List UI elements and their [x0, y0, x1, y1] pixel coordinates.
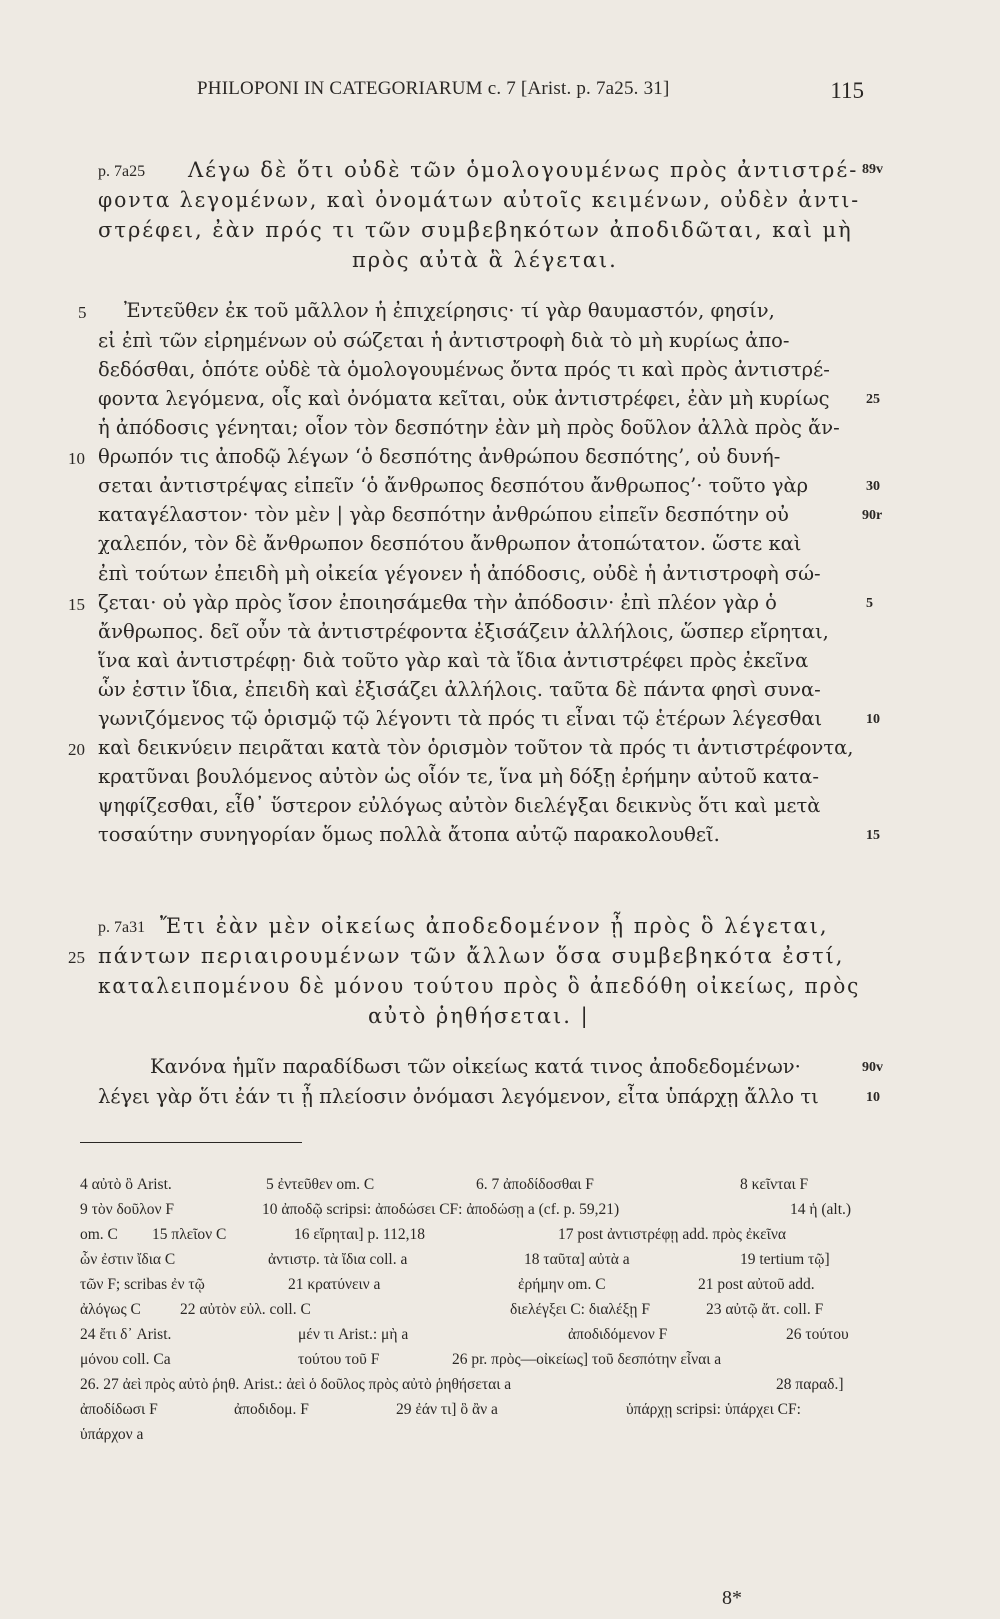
line-number: 10	[68, 449, 85, 468]
footnote-entry: 28 παραδ.]	[776, 1376, 844, 1393]
text-line: γωνιζόμενος τῷ ὁρισμῷ τῷ λέγοντι τὰ πρός τι εἶναι τῷ ἑτέρων λέγεσθαι	[98, 707, 823, 730]
footnote-entry: 6. 7 ἀποδίδοσθαι F	[476, 1176, 594, 1193]
text-line: λέγει γὰρ ὅτι ἐάν τι ᾖ πλείοσιν ὀνόμασι λεγόμενον, εἶτα ὑπάρχῃ ἄλλο τι	[98, 1085, 819, 1108]
text-line: κρατῦναι βουλόμενος αὐτὸν ὡς οἷόν τε, ἵνα μὴ δόξῃ ἐρήμην αὐτοῦ κατα-	[98, 765, 819, 788]
footnote-entry: ὑπάρχον a	[80, 1426, 144, 1443]
text-line: ἵνα καὶ ἀντιστρέφῃ· διὰ τοῦτο γὰρ καὶ τὰ ἴδια ἀντιστρέφει πρὸς ἐκεῖνα	[98, 649, 809, 672]
footnote-entry: ὑπάρχῃ scripsi: ὑπάρχει CF:	[626, 1401, 801, 1418]
line-number: 5	[78, 303, 87, 322]
text-line: Ἐντεῦθεν ἐκ τοῦ μᾶλλον ἡ ἐπιχείρησις· τί γὰρ θαυμαστόν, φησίν,	[124, 299, 775, 322]
footnote-entry: 26. 27 ἀεὶ πρὸς αὐτὸ ῥηθ. Arist.: ἀεὶ ὁ δοῦλος πρὸς αὐτὸ ῥηθήσεται a	[80, 1376, 512, 1393]
footnote-entry: 26 pr. πρὸς—οἰκείως] τοῦ δεσπότην εἶναι a	[452, 1351, 722, 1368]
footnote-entry: ἀποδιδομ. F	[234, 1401, 309, 1418]
footnote-entry: 14 ἡ (alt.)	[790, 1201, 852, 1218]
footnote-entry: 26 τούτου	[786, 1326, 849, 1343]
text-line: καὶ δεικνύειν πειρᾶται κατὰ τὸν ὁρισμὸν τοῦτον τὰ πρός τι ἀντιστρέφοντα,	[98, 736, 854, 759]
lemma-reference: p. 7a25	[98, 163, 146, 180]
margin-number: 15	[866, 828, 880, 843]
text-line: θρωπόν τις ἀποδῷ λέγων ‘ὁ δεσπότης ἀνθρώπου δεσπότης’, οὐ δυνή-	[98, 445, 781, 468]
footnote-entry: 10 ἀποδῷ scripsi: ἀποδώσει CF: ἀποδώσῃ a (cf. p. 59,21)	[262, 1201, 620, 1218]
text-line: σεται ἀντιστρέψας εἰπεῖν ‘ὁ ἄνθρωπος δεσπότου ἄνθρωπος’· τοῦτο γὰρ	[98, 474, 809, 497]
text-line: χαλεπόν, τὸν δὲ ἄνθρωπον δεσπότου ἄνθρωπον ἀτοπώτατον. ὥστε καὶ	[98, 532, 802, 555]
footnote-rule	[80, 1142, 302, 1143]
text-line: δεδόσθαι, ὁπότε οὐδὲ τὰ ὁμολογουμένως ὄντα πρός τι καὶ πρὸς ἀντιστρέ-	[98, 358, 830, 381]
text-line: φοντα λεγομένων, καὶ ὀνομάτων αὐτοῖς κειμένων, οὐδὲν ἀντι-	[98, 188, 861, 212]
line-number: 25	[68, 948, 85, 967]
text-line: πρὸς αὐτὰ ἃ λέγεται.	[352, 248, 618, 272]
running-header: PHILOPONI IN CATEGORIARUM c. 7 [Arist. p. 7a25. 31]	[197, 78, 670, 99]
footnote-entry: 22 αὐτὸν εὐλ. coll. C	[180, 1301, 311, 1318]
page-number: 115	[830, 78, 864, 103]
footnote-entry: 19 tertium τῷ]	[740, 1251, 830, 1268]
margin-number: 30	[866, 479, 880, 494]
footnote-entry: ὧν ἐστιν ἴδια C	[80, 1251, 176, 1268]
footnote-entry: 8 κεῖνται F	[740, 1176, 809, 1193]
footnote-entry: μόνου coll. Ca	[80, 1351, 171, 1368]
text-line: αὐτὸ ῥηθήσεται. |	[368, 1004, 590, 1028]
footnote-entry: ἀντιστρ. τὰ ἴδια coll. a	[268, 1251, 408, 1268]
margin-number: 10	[866, 712, 880, 727]
footnote-entry: ἀποδίδωσι F	[80, 1401, 158, 1418]
text-line: καταλειπομένου δὲ μόνου τούτου πρὸς ὃ ἀπεδόθη οἰκείως, πρὸς	[98, 974, 861, 998]
margin-number: 90v	[862, 1060, 883, 1075]
text-line: ψηφίζεσθαι, εἶθ᾽ ὕστερον εὐλόγως αὐτὸν διελέγξαι δεικνὺς ὅτι καὶ μετὰ	[98, 794, 821, 817]
footnote-entry: 17 post ἀντιστρέφῃ add. πρὸς ἐκεῖνα	[558, 1226, 786, 1243]
text-line: ἄνθρωπος. δεῖ οὖν τὰ ἀντιστρέφοντα ἐξισάζειν ἀλλήλοις, ὥσπερ εἴρηται,	[98, 620, 829, 643]
footnote-entry: ἀποδιδόμενον F	[568, 1326, 668, 1343]
text-line: ἐπὶ τούτων ἐπειδὴ μὴ οἰκεία γέγονεν ἡ ἀπόδοσις, οὐδὲ ἡ ἀντιστροφὴ σώ-	[98, 562, 821, 585]
line-number: 15	[68, 595, 85, 614]
footnote-entry: 24 ἔτι δ᾽ Arist.	[80, 1326, 172, 1343]
footnote-entry: 9 τὸν δοῦλον F	[80, 1201, 174, 1218]
footnote-entry: 21 κρατύνειν a	[288, 1276, 381, 1293]
footnote-entry: 23 αὐτῷ ἄτ. coll. F	[706, 1301, 824, 1318]
footnote-entry: διελέγξει C: διαλέξῃ F	[510, 1301, 650, 1318]
footnote-entry: μέν τι Arist.: μὴ a	[298, 1326, 409, 1343]
footnote-entry: ἐρήμην om. C	[518, 1276, 606, 1293]
text-line: ἡ ἀπόδοσις γένηται; οἷον τὸν δεσπότην ἐὰν μὴ πρὸς δοῦλον ἀλλὰ πρὸς ἄν-	[98, 416, 840, 439]
margin-number: 25	[866, 392, 880, 407]
text-line: εἰ ἐπὶ τῶν εἰρημένων οὐ σώζεται ἡ ἀντιστροφὴ διὰ τὸ μὴ κυρίως ἀπο-	[98, 329, 790, 352]
footnote-entry: ἀλόγως C	[80, 1301, 141, 1318]
footnote-entry: 29 ἐάν τι] ὃ ἂν a	[396, 1401, 498, 1418]
text-line: Ἔτι ἐὰν μὲν οἰκείως ἀποδεδομένον ᾖ πρὸς ὃ λέγεται,	[160, 914, 829, 938]
margin-number: 10	[866, 1090, 880, 1105]
text-line: ζεται· οὐ γὰρ πρὸς ἴσον ἐποιησάμεθα τὴν ἀπόδοσιν· ἐπὶ πλέον γὰρ ὁ	[98, 591, 777, 614]
text-line: τοσαύτην συνηγορίαν ὅμως πολλὰ ἄτοπα αὐτῷ παρακολουθεῖ.	[98, 823, 720, 846]
footnote-entry: om. C	[80, 1226, 118, 1243]
footnote-entry: τούτου τοῦ F	[298, 1351, 380, 1368]
footnote-entry: 16 εἴρηται] p. 112,18	[294, 1226, 426, 1243]
margin-number: 89v	[862, 162, 883, 177]
footnote-entry: 15 πλεῖον C	[152, 1226, 227, 1243]
margin-number: 90r	[862, 508, 883, 523]
text-line: καταγέλαστον· τὸν μὲν | γὰρ δεσπότην ἀνθρώπου εἰπεῖν δεσπότην οὐ	[98, 503, 789, 526]
text-line: ὧν ἐστιν ἴδια, ἐπειδὴ καὶ ἐξισάζει ἀλλήλοις. ταῦτα δὲ πάντα φησὶ συνα-	[98, 678, 821, 701]
footnote-entry: τῶν F; scribas ἐν τῷ	[80, 1276, 205, 1293]
text-line: Κανόνα ἡμῖν παραδίδωσι τῶν οἰκείως κατά τινος ἀποδεδομένων·	[150, 1055, 801, 1078]
margin-number: 5	[866, 596, 873, 611]
text-line: πάντων περιαιρουμένων τῶν ἄλλων ὅσα συμβεβηκότα ἐστί,	[98, 944, 845, 968]
text-line: φοντα λεγόμενα, οἷς καὶ ὀνόματα κεῖται, οὐκ ἀντιστρέφει, ἐὰν μὴ κυρίως	[98, 387, 830, 410]
footnote-entry: 4 αὐτὸ ὃ Arist.	[80, 1176, 172, 1193]
signature-mark: 8*	[722, 1587, 742, 1609]
footnote-entry: 18 ταῦτα] αὐτὰ a	[524, 1251, 630, 1268]
footnote-entry: 5 ἐντεῦθεν om. C	[266, 1176, 375, 1193]
line-number: 20	[68, 740, 85, 759]
footnote-entry: 21 post αὐτοῦ add.	[698, 1276, 815, 1293]
lemma-reference: p. 7a31	[98, 919, 146, 936]
text-line: Λέγω δὲ ὅτι οὐδὲ τῶν ὁμολογουμένως πρὸς ἀντιστρέ-	[188, 158, 859, 182]
text-line: στρέφει, ἐὰν πρός τι τῶν συμβεβηκότων ἀποδιδῶται, καὶ μὴ	[98, 218, 853, 242]
